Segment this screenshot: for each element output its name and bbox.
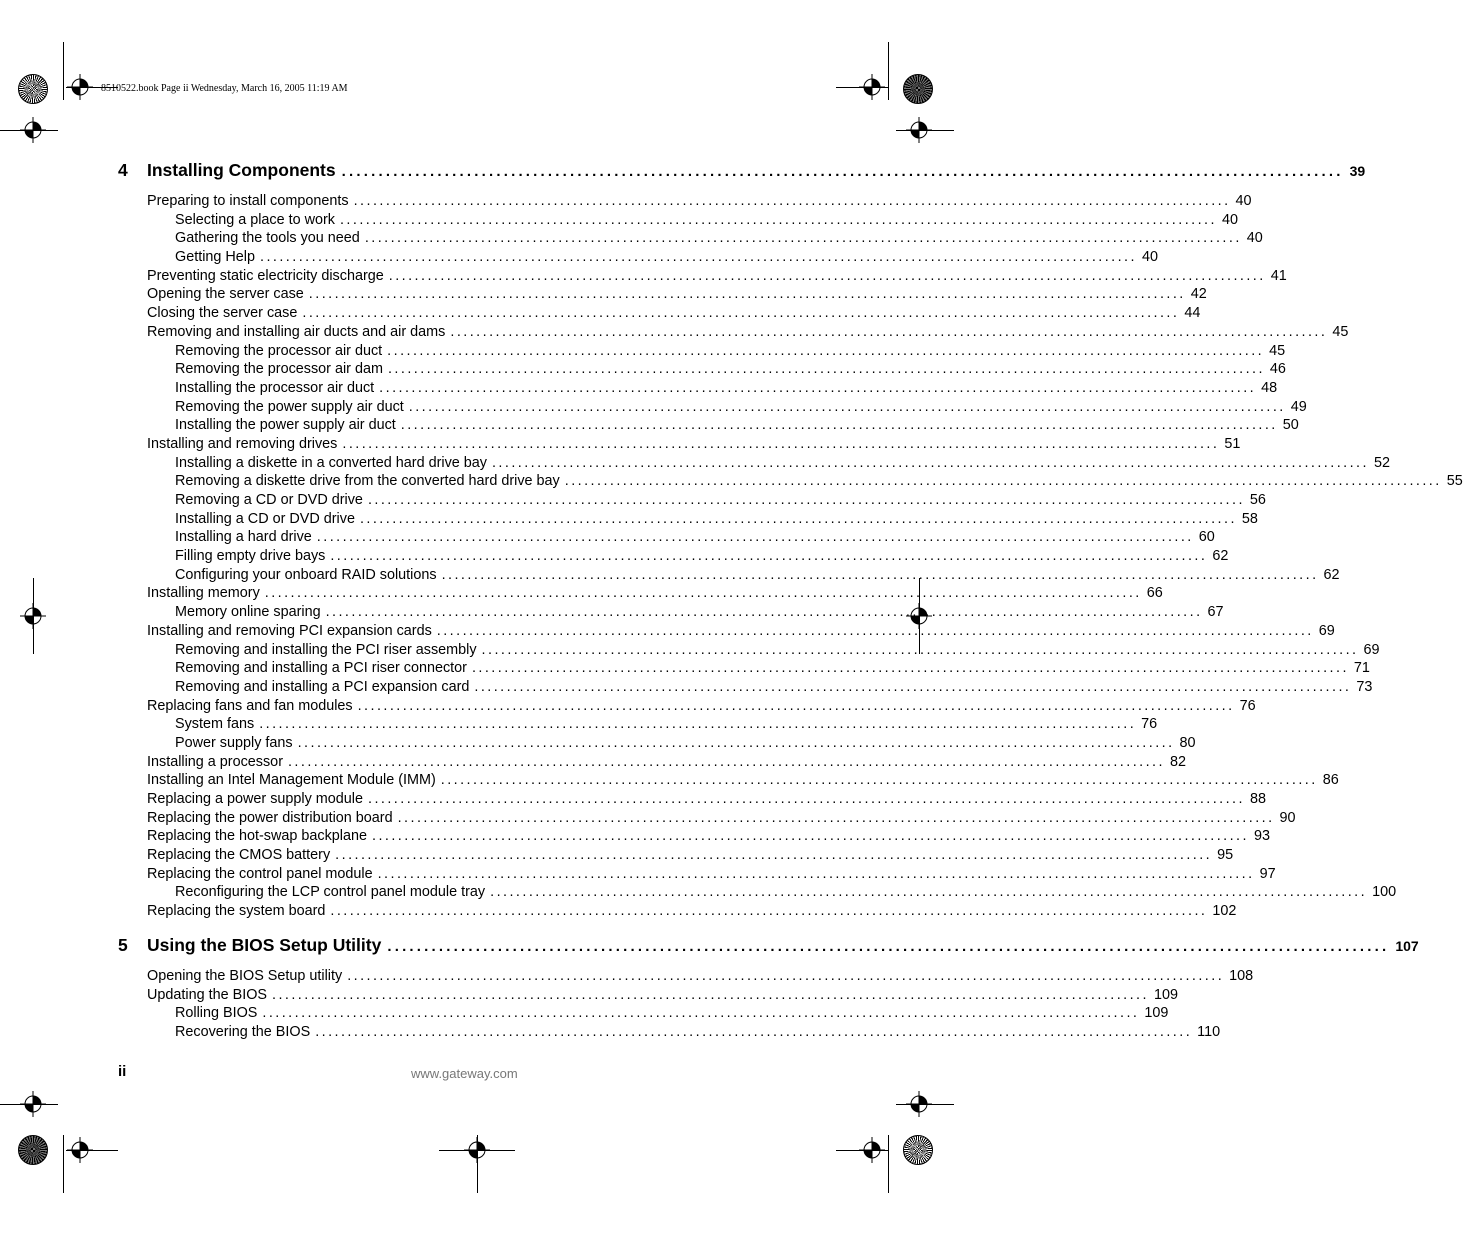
entry-page-number: 82 (1169, 753, 1186, 770)
entry-title: Removing a CD or DVD drive (175, 492, 363, 508)
dot-leader: ........................................................................................................................................ (341, 163, 1344, 180)
entry-title: Removing a diskette drive from the converted hard drive bay (175, 473, 560, 490)
toc-entry[interactable] (118, 304, 1201, 323)
toc-subentry[interactable] (118, 678, 1373, 697)
dot-leader: ........................................................................................................................................ (564, 473, 1442, 490)
entry-title: Replacing a power supply module (147, 791, 363, 807)
toc-subentry[interactable] (118, 360, 1286, 379)
toc-subentry[interactable] (118, 734, 1196, 753)
entry-page-number: 76 (1239, 697, 1256, 714)
entry-title: Installing the power supply air duct (175, 417, 396, 434)
entry-page-number: 41 (1270, 267, 1287, 284)
dot-leader: ........................................................................................................................................ (262, 1005, 1140, 1022)
toc-subentry[interactable] (118, 883, 1397, 902)
entry-page-number: 109 (1144, 1005, 1169, 1022)
footer-url: www.gateway.com (411, 1066, 518, 1081)
toc-subentry[interactable] (118, 715, 1158, 734)
starburst-target-icon (903, 74, 933, 104)
entry-page-number: 40 (1246, 230, 1263, 247)
registration-target-icon (20, 1091, 46, 1117)
dot-leader: ........................................................................................................................................ (287, 753, 1165, 770)
toc-subentry[interactable] (118, 528, 1215, 547)
entry-page-number: 69 (1318, 622, 1335, 639)
toc-subentry[interactable] (118, 416, 1299, 435)
dot-leader: ........................................................................................................................................ (387, 361, 1265, 378)
dot-leader: ........................................................................................................................................ (377, 865, 1255, 882)
registration-target-icon (464, 1137, 490, 1163)
entry-page-number: 110 (1197, 1023, 1221, 1040)
toc-entry[interactable] (118, 771, 1339, 790)
entry-title: Updating the BIOS (147, 986, 267, 1003)
dot-leader: ........................................................................................................................................ (450, 323, 1328, 340)
toc-subentry[interactable] (118, 659, 1370, 678)
dot-leader: ........................................................................................................................................ (260, 249, 1137, 266)
toc-entry[interactable] (118, 267, 1287, 286)
toc-entry[interactable] (118, 323, 1349, 342)
toc-subentry[interactable] (118, 472, 1463, 491)
crop-mark (888, 1135, 889, 1193)
dot-leader: ........................................................................................................................................ (316, 529, 1194, 546)
entry-page-number: 51 (1224, 435, 1241, 452)
chapter-page-number: 107 (1395, 937, 1419, 954)
toc-subentry[interactable] (118, 379, 1278, 398)
dot-leader: ........................................................................................................................................ (330, 548, 1208, 565)
entry-title: Configuring your onboard RAID solutions (175, 566, 437, 583)
entry-title: Gathering the tools you need (175, 230, 360, 247)
dot-leader: ........................................................................................................................................ (264, 585, 1142, 602)
entry-title: Removing and installing air ducts and air dams (147, 323, 446, 340)
registration-target-icon (906, 117, 932, 143)
starburst-target-icon (18, 1135, 48, 1165)
entry-title: Removing the power supply air duct (175, 398, 404, 415)
toc-entry[interactable] (118, 753, 1186, 772)
dot-leader: ........................................................................................................................................ (408, 398, 1286, 415)
dot-leader: ........................................................................................................................................ (471, 660, 1349, 677)
dot-leader: ........................................................................................................................................ (330, 903, 1208, 920)
starburst-target-icon (18, 74, 48, 104)
toc-entry[interactable] (118, 622, 1335, 641)
entry-title: Memory online sparing (175, 604, 321, 621)
print-stamp: 8510522.book Page ii Wednesday, March 16, 2005 11:19 AM (101, 83, 348, 94)
toc-entry[interactable] (118, 865, 1276, 884)
dot-leader: ........................................................................................................................................ (387, 342, 1265, 359)
entry-page-number: 45 (1269, 342, 1286, 359)
chapter-heading[interactable] (118, 160, 1366, 186)
dot-leader: ........................................................................................................................................ (397, 809, 1275, 826)
entry-title: Installing a processor (147, 753, 283, 770)
toc-entry[interactable] (118, 790, 1266, 809)
registration-target-icon (20, 603, 46, 629)
entry-title: Rolling BIOS (175, 1005, 258, 1022)
entry-page-number: 62 (1212, 548, 1229, 565)
toc-subentry[interactable] (118, 398, 1307, 417)
entry-title: System fans (175, 716, 255, 733)
registration-target-icon (906, 1091, 932, 1117)
entry-page-number: 80 (1179, 734, 1196, 751)
toc-subentry[interactable] (118, 566, 1340, 585)
toc-entry[interactable] (118, 584, 1163, 603)
toc-subentry[interactable] (118, 1023, 1221, 1042)
entry-page-number: 56 (1249, 492, 1266, 508)
entry-title: Reconfiguring the LCP control panel module tray (175, 884, 486, 901)
dot-leader: ........................................................................................................................................ (347, 967, 1225, 984)
dot-leader: ........................................................................................................................................ (474, 678, 1352, 695)
table-of-contents (118, 160, 1463, 1042)
entry-title: Removing and installing a PCI riser connector (175, 660, 467, 677)
dot-leader: ........................................................................................................................................ (353, 193, 1231, 209)
entry-page-number: 95 (1217, 847, 1234, 864)
starburst-target-icon (903, 1135, 933, 1165)
toc-entry[interactable] (118, 967, 1254, 986)
entry-page-number: 66 (1146, 585, 1163, 602)
dot-leader: ........................................................................................................................................ (259, 716, 1137, 733)
dot-leader: ........................................................................................................................................ (272, 986, 1149, 1003)
toc-entry[interactable] (118, 285, 1207, 304)
entry-page-number: 60 (1198, 529, 1215, 546)
entry-title: Opening the server case (147, 286, 304, 303)
entry-title: Installing a CD or DVD drive (175, 510, 355, 527)
entry-page-number: 58 (1241, 510, 1258, 527)
toc-subentry[interactable] (118, 641, 1380, 660)
dot-leader: ........................................................................................................................................ (302, 305, 1180, 322)
toc-subentry[interactable] (118, 1004, 1169, 1023)
chapter-page-number: 39 (1349, 163, 1366, 179)
dot-leader: ........................................................................................................................................ (364, 230, 1242, 247)
dot-leader: ........................................................................................................................................ (400, 417, 1278, 434)
entry-title: Getting Help (175, 249, 255, 266)
chapter-number: 4 (118, 160, 128, 180)
entry-page-number: 62 (1323, 566, 1340, 583)
dot-leader: ........................................................................................................................................ (372, 828, 1249, 845)
entry-title: Replacing the power distribution board (147, 809, 393, 826)
entry-title: Replacing the CMOS battery (147, 847, 331, 864)
toc-entry[interactable] (118, 846, 1234, 865)
entry-title: Replacing fans and fan modules (147, 697, 353, 714)
toc-entry[interactable] (118, 697, 1256, 716)
entry-page-number: 55 (1446, 473, 1463, 490)
entry-title: Replacing the hot-swap backplane (147, 828, 367, 845)
entry-page-number: 88 (1249, 791, 1266, 807)
toc-entry[interactable] (118, 986, 1178, 1005)
dot-leader: ........................................................................................................................................ (491, 454, 1369, 471)
dot-leader: ........................................................................................................................................ (387, 937, 1390, 955)
toc-subentry[interactable] (118, 491, 1266, 510)
entry-page-number: 42 (1190, 286, 1207, 303)
dot-leader: ........................................................................................................................................ (436, 622, 1314, 639)
toc-subentry[interactable] (118, 454, 1390, 473)
toc-subentry[interactable] (118, 510, 1258, 529)
toc-subentry[interactable] (118, 229, 1263, 248)
toc-subentry[interactable] (118, 211, 1238, 230)
entry-page-number: 40 (1221, 211, 1238, 228)
dot-leader: ........................................................................................................................................ (440, 772, 1318, 789)
entry-page-number: 108 (1229, 967, 1254, 984)
crop-mark (63, 42, 64, 100)
entry-title: Installing a hard drive (175, 529, 312, 546)
dot-leader: ........................................................................................................................................ (315, 1023, 1193, 1040)
page-number: ii (118, 1063, 127, 1080)
toc-entry[interactable] (118, 192, 1252, 211)
entry-title: Replacing the system board (147, 903, 326, 920)
entry-title: Preventing static electricity discharge (147, 267, 384, 284)
registration-target-icon (859, 1137, 885, 1163)
entry-page-number: 40 (1235, 193, 1252, 209)
entry-page-number: 48 (1261, 379, 1278, 396)
toc-entry[interactable] (118, 827, 1270, 846)
dot-leader: ........................................................................................................................................ (481, 641, 1359, 658)
entry-page-number: 50 (1282, 417, 1299, 434)
entry-title: Installing and removing PCI expansion cards (147, 622, 432, 639)
chapter-gap (118, 921, 794, 935)
registration-target-icon (67, 1137, 93, 1163)
dot-leader: ........................................................................................................................................ (335, 847, 1213, 864)
dot-leader: ........................................................................................................................................ (325, 604, 1203, 621)
toc-subentry[interactable] (118, 248, 1158, 267)
crop-mark (63, 1135, 64, 1193)
entry-title: Installing an Intel Management Module (IMM) (147, 772, 436, 789)
toc-subentry[interactable] (118, 603, 1224, 622)
entry-title: Installing the processor air duct (175, 379, 375, 396)
dot-leader: ........................................................................................................................................ (297, 734, 1175, 751)
entry-title: Closing the server case (147, 305, 298, 322)
entry-page-number: 69 (1363, 641, 1380, 658)
entry-title: Filling empty drive bays (175, 548, 326, 565)
entry-page-number: 93 (1253, 828, 1270, 845)
registration-target-icon (67, 74, 93, 100)
entry-title: Removing and installing the PCI riser assembly (175, 641, 477, 658)
entry-title: Installing and removing drives (147, 435, 338, 452)
entry-title: Opening the BIOS Setup utility (147, 967, 343, 984)
entry-title: Removing the processor air duct (175, 342, 383, 359)
toc-subentry[interactable] (118, 547, 1229, 566)
entry-page-number: 100 (1372, 884, 1397, 901)
entry-page-number: 76 (1141, 716, 1158, 733)
entry-page-number: 71 (1353, 660, 1370, 677)
entry-title: Selecting a place to work (175, 211, 335, 228)
dot-leader: ........................................................................................................................................ (368, 791, 1245, 807)
dot-leader: ........................................................................................................................................ (490, 884, 1368, 901)
entry-page-number: 45 (1332, 323, 1349, 340)
entry-page-number: 90 (1279, 809, 1296, 826)
dot-leader: ........................................................................................................................................ (441, 566, 1319, 583)
entry-title: Preparing to install components (147, 193, 349, 209)
entry-page-number: 44 (1184, 305, 1201, 322)
chapter-number: 5 (118, 934, 128, 955)
dot-leader: ........................................................................................................................................ (339, 211, 1217, 228)
entry-page-number: 67 (1207, 604, 1224, 621)
entry-page-number: 109 (1153, 986, 1178, 1003)
entry-title: Replacing the control panel module (147, 865, 373, 882)
dot-leader: ........................................................................................................................................ (308, 286, 1186, 303)
entry-page-number: 49 (1290, 398, 1307, 415)
entry-title: Removing the processor air dam (175, 361, 383, 378)
entry-title: Recovering the BIOS (175, 1023, 311, 1040)
toc-entry[interactable] (118, 902, 1237, 921)
toc-entry[interactable] (118, 809, 1296, 828)
dot-leader: ........................................................................................................................................ (342, 435, 1220, 452)
dot-leader: ........................................................................................................................................ (379, 379, 1257, 396)
registration-target-icon (20, 117, 46, 143)
crop-mark (888, 42, 889, 100)
entry-title: Installing memory (147, 585, 260, 602)
entry-page-number: 86 (1322, 772, 1339, 789)
entry-page-number: 40 (1141, 249, 1158, 266)
registration-target-icon (859, 74, 885, 100)
entry-title: Installing a diskette in a converted hard drive bay (175, 454, 487, 471)
dot-leader: ........................................................................................................................................ (388, 267, 1266, 284)
dot-leader: ........................................................................................................................................ (359, 510, 1237, 527)
chapter-title: Installing Components (147, 160, 336, 180)
entry-title: Power supply fans (175, 734, 293, 751)
toc-entry[interactable] (118, 435, 1241, 454)
entry-page-number: 73 (1356, 678, 1373, 695)
chapter-heading[interactable] (118, 934, 1419, 961)
entry-page-number: 102 (1212, 903, 1237, 920)
entry-title: Removing and installing a PCI expansion card (175, 678, 470, 695)
chapter-title: Using the BIOS Setup Utility (147, 934, 382, 955)
toc-subentry[interactable] (118, 342, 1286, 361)
entry-page-number: 97 (1259, 865, 1276, 882)
entry-page-number: 46 (1269, 361, 1286, 378)
dot-leader: ........................................................................................................................................ (357, 697, 1235, 714)
entry-page-number: 52 (1373, 454, 1390, 471)
dot-leader: ........................................................................................................................................ (367, 492, 1245, 508)
